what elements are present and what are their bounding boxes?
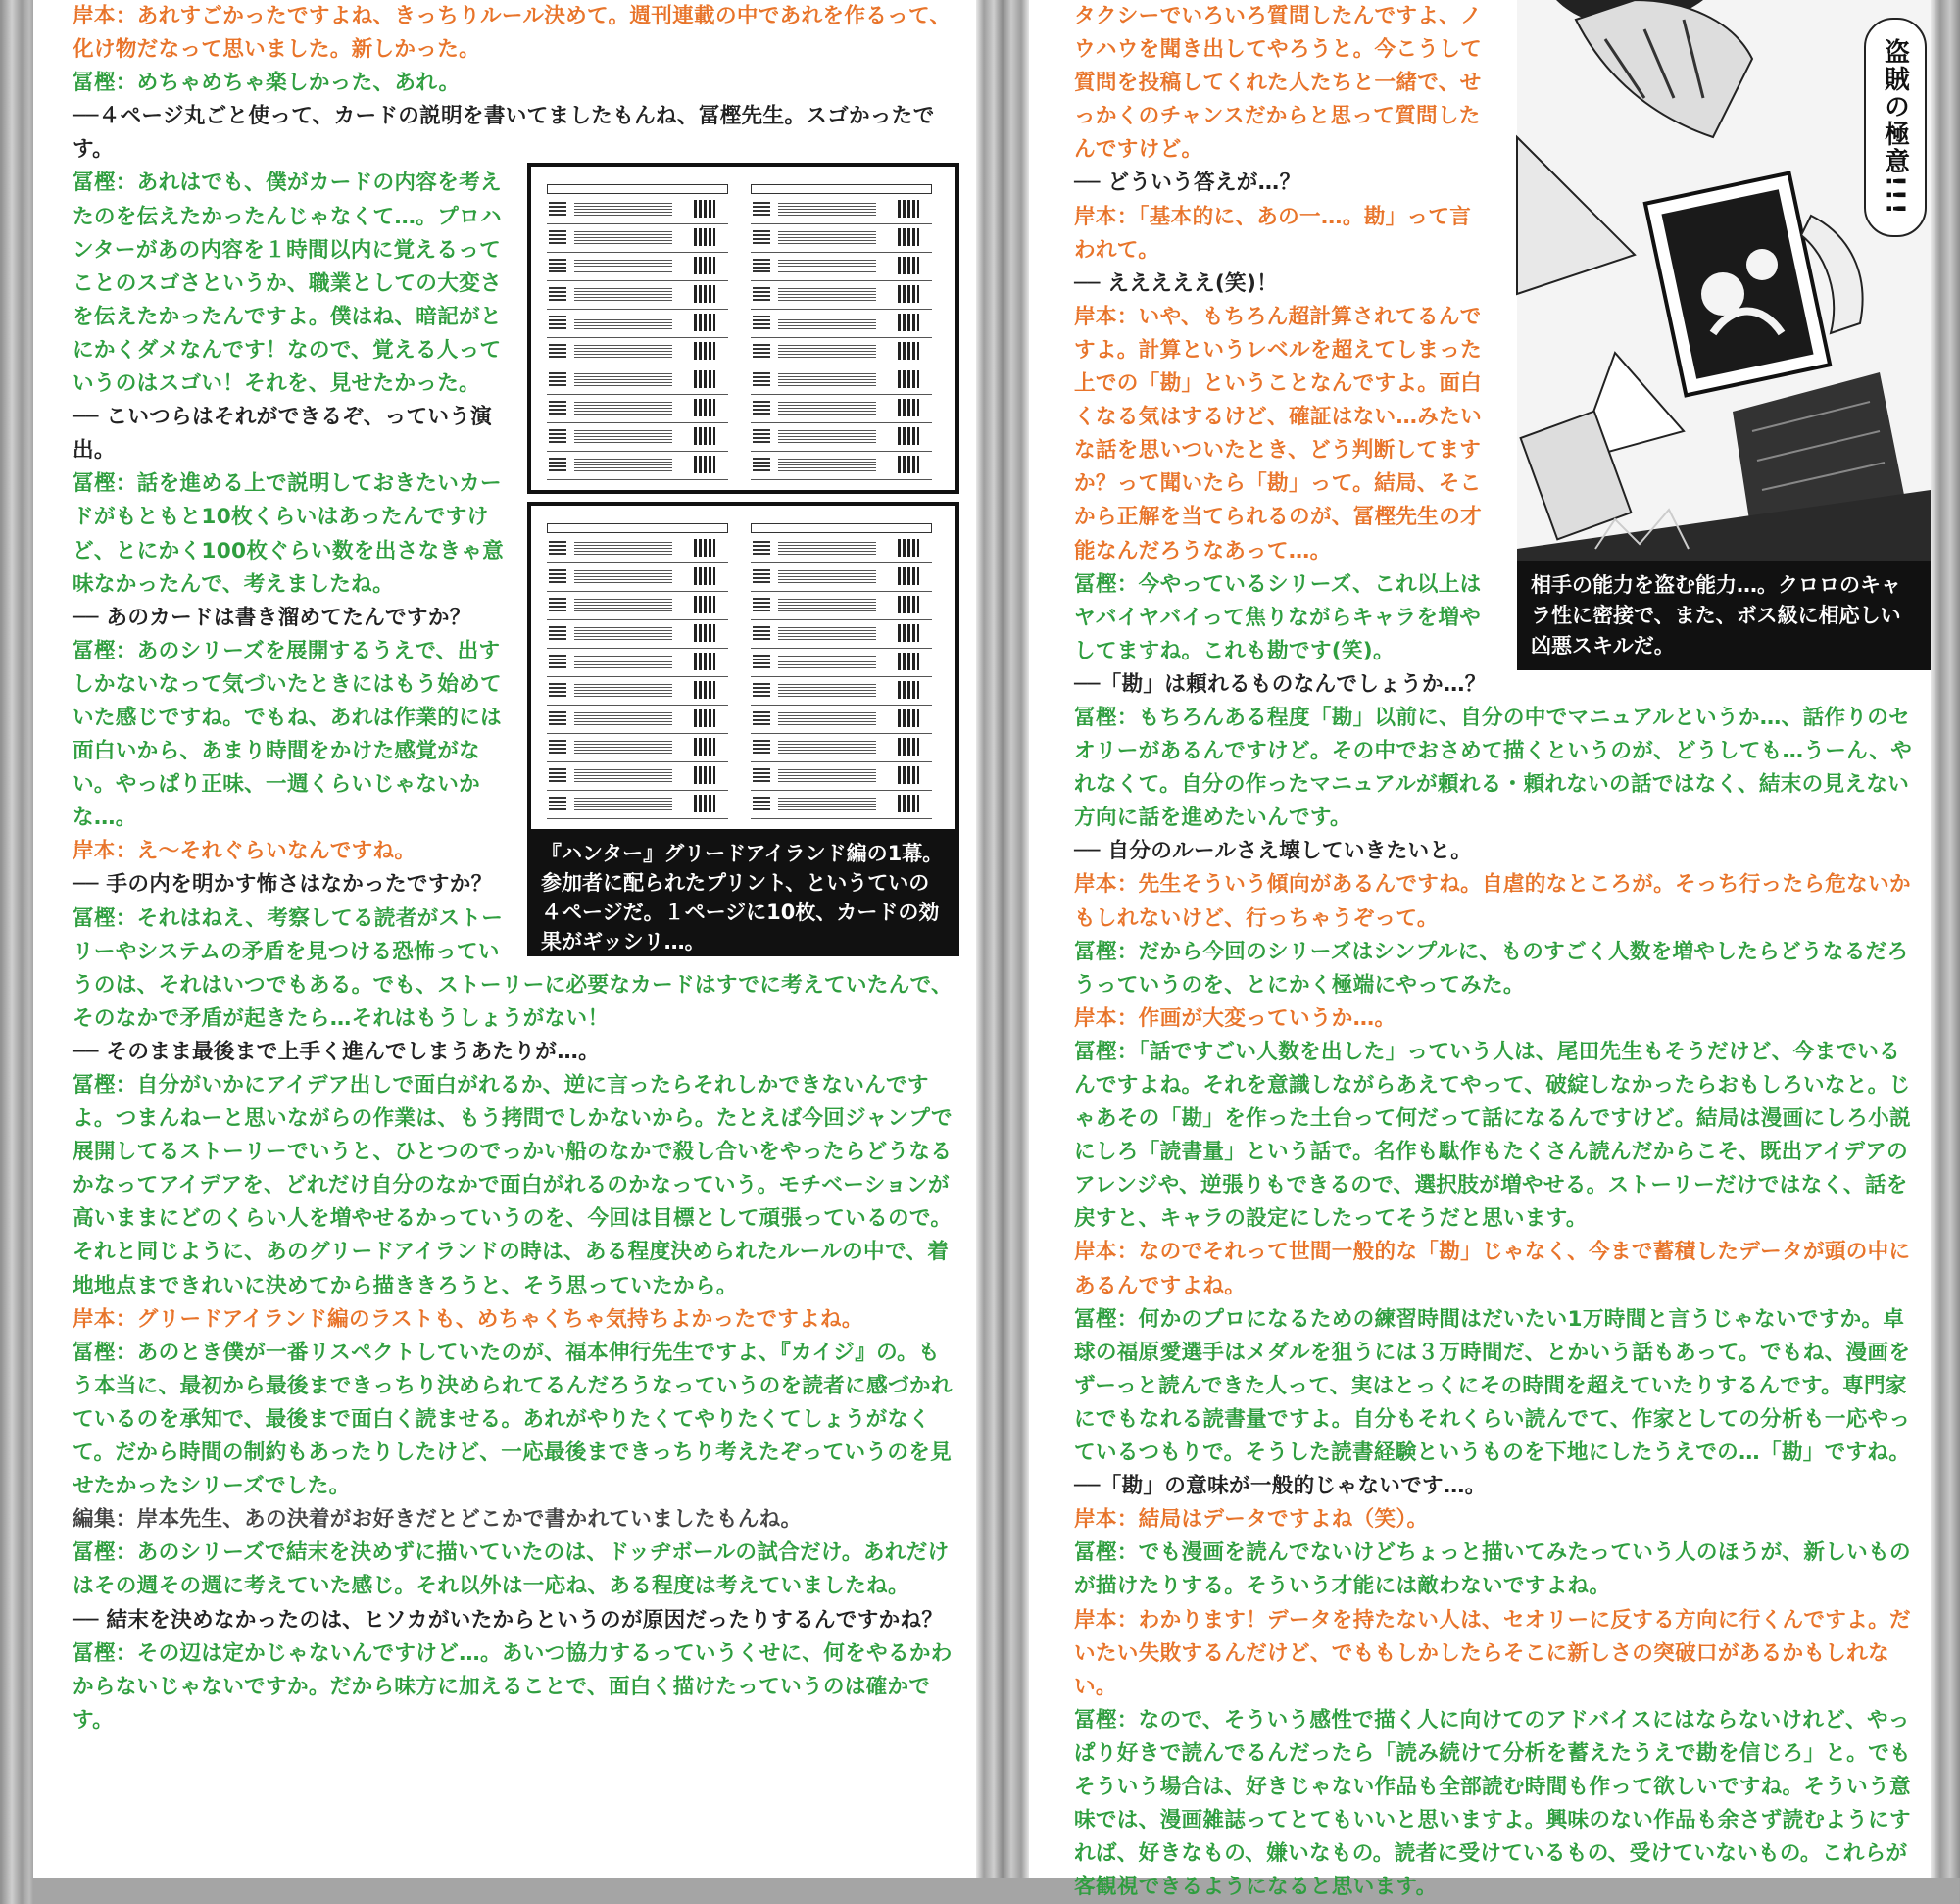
dialogue-line: 編集：岸本先生、あの決着がお好きだとどこかで書かれていましたもんね。 (73, 1507, 803, 1533)
dialogue-line: 冨樫：もちろんある程度「勘」以前に、自分の中でマニュアルというか…、話作りのセオリーがあるんですけど。その中でおさめて描くというのが、どうしても…うーん、やれなくて。自分の作ったマニュアルが頼れる・頼れないの話ではなく、結末の見えない方向に話を進めたいんです。 (1074, 705, 1913, 831)
dialogue-line: 冨樫：なので、そういう感性で描く人に向けてのアドバイスにはならないけれど、やっぱり好きで読んでるんだったら「読み続けて分析を蓄えたうえで勘を信じろ」と。でもそういう場合は、好きじゃない作品も全部読む時間も作って欲しいですね。そういう意味では、漫画雑誌ってとてもいいと思いますよ。興味のない作品も余さず読むようにすれば、好きなもの、嫌いなもの。読者に受けているもの、受けていないもの。これらが客観視できるようになると思います。 (1074, 1707, 1911, 1900)
dialogue-line: ── えええええ(笑)！ (1074, 270, 1279, 296)
dialogue-line: 冨樫：でも漫画を読んでないけどちょっと描いてみたっていう人のほうが、新しいものが描けたりする。そういう才能には敵わないですよね。 (1074, 1540, 1911, 1599)
dialogue-line: 冨樫：あれはでも、僕がカードの内容を考えたのを伝えたかったんじゃなくて…。プロハンターがあの内容を１時間以内に覚えるってことのスゴさというか、職業としての大変さを伝えたかったんですよ。僕はね、暗記がとにかくダメなんです！なので、覚える人っていうのはスゴい！それを、見せたかった。 (73, 171, 502, 397)
dialogue-line: 冨樫：あのとき僕が一番リスペクトしていたのが、福本伸行先生ですよ、『カイジ』の。もう本当に、最初から最後まできっちり決められてるんだろうなっていうのを読者に感づかれているのを承知で、最後まで面白く読ませる。あれがやりたくてやりたくてしょうがなくて。だから時間の制約もあったりしたけど、一応最後まできっちり考えたぞっていうのを見せたかったシリーズでした。 (73, 1340, 953, 1499)
dialogue-line: 冨樫：あのシリーズで結末を決めずに描いていたのは、ドッヂボールの試合だけ。あれだけはその週その週に考えていた感じ。それ以外は一応ね、ある程度は考えていましたね。 (73, 1540, 950, 1599)
dialogue-line: 冨樫：それはねえ、考察してる読者がストーリーやシステムの矛盾を見つける恐怖っていうのは、それはいつでもある。でも、ストーリーに必要なカードはすでに考えていたんで、そのなかで矛盾が起きたら…それはもうしょうがない！ (73, 905, 953, 1031)
dialogue-line: 岸本：あれすごかったですよね、きっちりルール決めて。週刊連載の中であれを作るって、化け物だなって思いました。新しかった。 (73, 4, 952, 63)
dialogue-line: ── どういう答えが…？ (1074, 171, 1301, 196)
dialogue-line: 岸本：え～それぐらいなんですね。 (73, 839, 416, 864)
figure-caption: 相手の能力を盗む能力…。クロロのキャラ性に密接で、また、ボス級に相応しい凶悪スキルだ。 (1517, 561, 1931, 670)
card-list-print-image (527, 163, 959, 494)
dialogue-line: 岸本：グリードアイランド編のラストも、めちゃくちゃ気持ちよかったですよね。 (73, 1306, 863, 1332)
dialogue-line: ──「勘」の意味が一般的じゃないです…。 (1074, 1474, 1487, 1499)
dialogue-line: 岸本：いや、もちろん超計算されてるんですよ。計算というレベルを超えてしまった上での「勘」ということなんですよ。面白くなる気はするけど、確証はない…みたいな話を思いついたとき、どう判断してますか？って聞いたら「勘」って。結局、そこから正解を当てられるのが、冨樫先生の才能なんだろうなあって…。 (1074, 304, 1482, 563)
dialogue-line: 岸本：なのでそれって世間一般的な「勘」じゃなく、今まで蓄積したデータが頭の中にあるんですよね。 (1074, 1240, 1911, 1298)
dialogue-line: ── 自分のルールさえ壊していきたいと。 (1074, 839, 1473, 864)
dialogue-line: ──４ページ丸ごと使って、カードの説明を書いてましたもんね、冨樫先生。スゴかったです。 (73, 104, 935, 163)
dialogue-line: 冨樫：あのシリーズを展開するうえで、出すしかないなって気づいたときにはもう始めていた感じですね。でもね、あれは作業的には面白いから、あまり時間をかけた感覚がない。やっぱり正味、一週くらいじゃないかな…。 (73, 638, 502, 831)
right-text-flow (1074, 0, 1921, 1904)
dialogue-line: 冨樫：だから今回のシリーズはシンプルに、ものすごく人数を増やしたらどうなるだろうっていうのを、とにかく極端にやってみた。 (1074, 939, 1909, 998)
dialogue-line: 冨樫：その辺は定かじゃないんですけど…。あいつ協力するっていうくせに、何をやるかわからないじゃないですか。だから味方に加えることで、面白く描けたっていうのは確かです。 (73, 1640, 953, 1733)
dialogue-line: 岸本：「基本的に、あの一…。勘」って言われて。 (1074, 204, 1472, 263)
right-page (1029, 0, 1931, 1900)
dialogue-line: タクシーでいろいろ質問したんですよ、ノウハウを聞き出してやろうと。今こうして質問を投稿してくれた人たちと一緒で、せっかくのチャンスだからと思って質問したんですけど。 (1074, 4, 1482, 163)
page-gutter-right (1931, 0, 1960, 1878)
dialogue-line: 冨樫：今やっているシリーズ、これ以上はヤバイヤバイって焦りながらキャラを増やしてますね。これも勘です(笑)。 (1074, 571, 1482, 663)
dialogue-line: ── 手の内を明かす怖さはなかったですか？ (73, 872, 493, 898)
dialogue-line: ── そのまま最後まで上手く進んでしまうあたりが…。 (73, 1039, 600, 1064)
figure-caption: 『ハンター』グリードアイランド編の1幕。参加者に配られたプリント、というていの４ページだ。１ページに10枚、カードの効果がギッシリ…。 (527, 833, 959, 956)
dialogue-line: ──「勘」は頼れるものなんでしょうか…？ (1074, 671, 1487, 697)
dialogue-line: 冨樫：話を進める上で説明しておきたいカードがもともと10枚くらいはあったんですけど、とにかく100枚ぐらい数を出さなきゃ意味なかったんで、考えましたね。 (73, 471, 505, 597)
dialogue-line: 冨樫：何かのプロになるための練習時間はだいたい1万時間と言うじゃないですか。卓球の福原愛選手はメダルを狙うには３万時間だ、とかいう話もあって。でもね、漫画をずーっと読んできた人って、実はとっくにその時間を超えていたりするんです。専門家にでもなれる読書量ですよ。自分もそれくらい読んでて、作家としての分析も一応やっているつもりで。そうした読書経験というものを下地にしたうえでの…「勘」ですね。 (1074, 1306, 1911, 1466)
dialogue-line: 冨樫：自分がいかにアイデア出しで面白がれるか、逆に言ったらそれしかできないんですよ。つまんねーと思いながらの作業は、もう拷問でしかないから。たとえば今回ジャンプで展開してるストーリーでいうと、ひとつのでっかい船のなかで殺し合いをやったらどうなるかなってアイデアを、どれだけ自分のなかで面白がれるのかなっていう。モチベーションが高いままにどのくらい人を増やせるかっていうのを、今回は目標として頑張っているので。それと同じように、あのグリードアイランドの時は、ある程度決められたルールの中で、着地地点まできれいに決めてから描ききろうと、そう思っていたから。 (73, 1073, 953, 1298)
speech-bubble: 盗賊の極意!!! (1864, 18, 1927, 237)
greed-island-print-figure (527, 163, 959, 957)
left-text-flow (73, 0, 959, 1737)
dialogue-line: ── あのカードは書き溜めてたんですか？ (73, 605, 471, 630)
figure-spacer (1497, 0, 1921, 676)
dialogue-line: ── 結末を決めなかったのは、ヒソカがいたからというのが原因だったりするんですかね？ (73, 1607, 944, 1633)
dialogue-line: 岸本：先生そういう傾向があるんですね。自虐的なところが。そっち行ったら危ないかもしれないけど、行っちゃうぞって。 (1074, 872, 1911, 931)
dialogue-line: 冨樫：「話ですごい人数を出した」っていう人は、尾田先生もそうだけど、今までいるんですよね。それを意識しながらあえてやって、破綻しなかったらおもしろいなと。じゃあその「勘」を作った土台って何だって話になるんですけど。結局は漫画にしろ小説にしろ「読書量」という話で。名作も駄作もたくさん読んだからこそ、既出アイデアのアレンジや、逆張りもできるので、選択肢が増やせる。ストーリーだけではなく、話を戻すと、キャラの設定にしたってそうだと思います。 (1074, 1039, 1911, 1232)
dialogue-line: 岸本：わかります！データを持たない人は、セオリーに反する方向に行くんですよ。だいたい失敗するんだけど、でももしかしたらそこに新しさの突破口があるかもしれない。 (1074, 1607, 1911, 1699)
dialogue-line: 冨樫：めちゃめちゃ楽しかった、あれ。 (73, 71, 461, 96)
card-list-print-image (527, 502, 959, 833)
dialogue-line: 岸本：作画が大変っていうか…。 (1074, 1005, 1396, 1031)
dialogue-line: 岸本：結局はデータですよね（笑）。 (1074, 1507, 1429, 1533)
left-page (33, 0, 976, 1878)
dialogue-line: ── こいつらはそれができるぞ、っていう演出。 (73, 405, 493, 464)
page-gutter-center (976, 0, 1029, 1878)
